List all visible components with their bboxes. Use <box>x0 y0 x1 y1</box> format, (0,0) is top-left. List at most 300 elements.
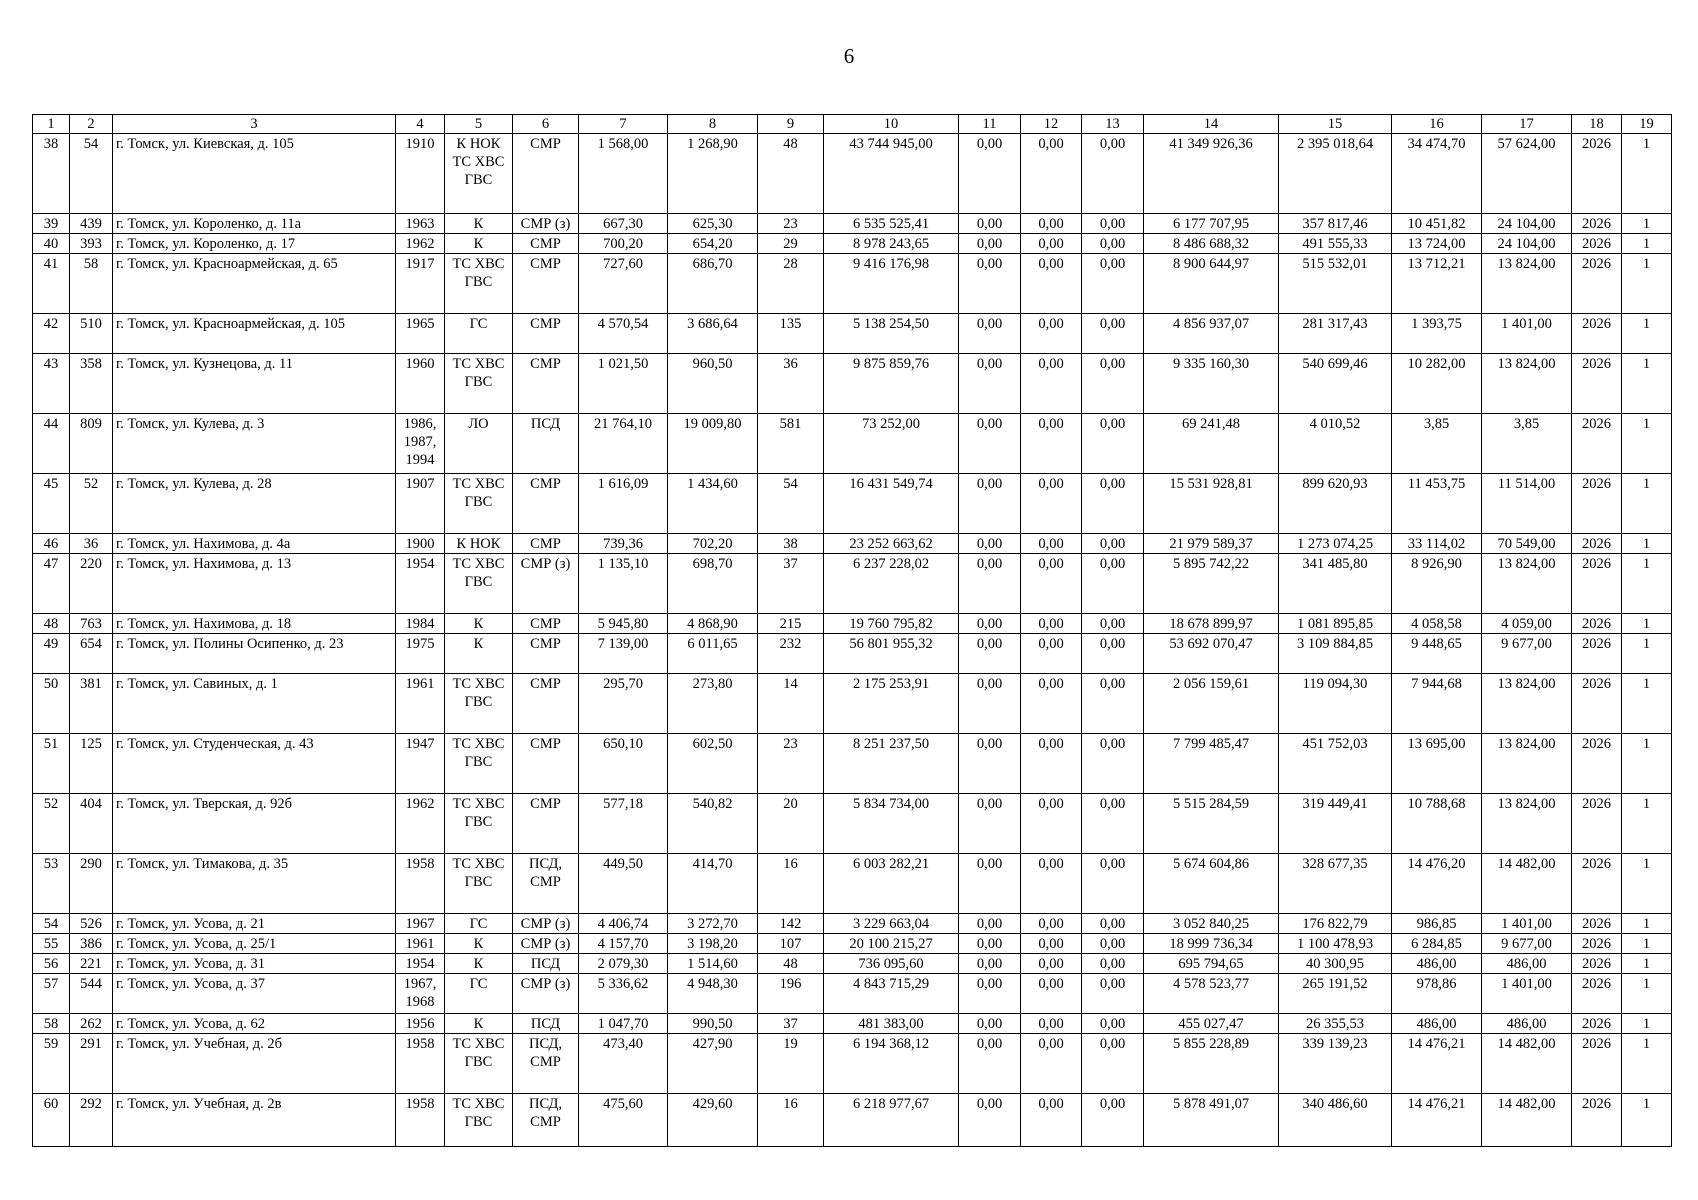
work-type-cell: СМР <box>513 234 579 254</box>
row-number-cell: 59 <box>33 1034 70 1094</box>
cost-13-cell: 0,00 <box>1082 1014 1144 1034</box>
cost-12-cell: 0,00 <box>1021 234 1082 254</box>
total-cost-cell: 8 251 237,50 <box>824 734 959 794</box>
cost-11-cell: 0,00 <box>959 134 1021 214</box>
cost-12-cell: 0,00 <box>1021 474 1082 534</box>
unit-cost-limit-cell: 9 677,00 <box>1482 634 1572 674</box>
unit-cost-limit-cell: 13 824,00 <box>1482 554 1572 614</box>
address-cell: г. Томск, ул. Кулева, д. 28 <box>113 474 396 534</box>
living-area-cell: 6 011,65 <box>668 634 758 674</box>
residents-cell: 28 <box>758 254 824 314</box>
stage-cell: 1 <box>1622 914 1672 934</box>
cost-11-cell: 0,00 <box>959 534 1021 554</box>
living-area-cell: 3 686,64 <box>668 314 758 354</box>
cost-12-cell: 0,00 <box>1021 934 1082 954</box>
table-row <box>33 734 1672 794</box>
total-area-cell: 4 406,74 <box>579 914 668 934</box>
cost-14-cell: 5 895 742,22 <box>1144 554 1279 614</box>
table-body <box>33 134 1672 1147</box>
total-cost-cell: 6 218 977,67 <box>824 1094 959 1147</box>
cost-15-cell: 540 699,46 <box>1279 354 1392 414</box>
build-year-cell: 1962 <box>396 234 445 254</box>
work-type-cell: ПСД <box>513 954 579 974</box>
cost-13-cell: 0,00 <box>1082 414 1144 474</box>
cost-14-cell: 5 855 228,89 <box>1144 1034 1279 1094</box>
address-cell: г. Томск, ул. Кулева, д. 3 <box>113 414 396 474</box>
cost-15-cell: 328 677,35 <box>1279 854 1392 914</box>
cost-12-cell: 0,00 <box>1021 354 1082 414</box>
residents-cell: 23 <box>758 734 824 794</box>
object-id-cell: 290 <box>70 854 113 914</box>
cost-11-cell: 0,00 <box>959 214 1021 234</box>
cost-12-cell: 0,00 <box>1021 554 1082 614</box>
table-row <box>33 354 1672 414</box>
stage-cell: 1 <box>1622 794 1672 854</box>
total-cost-cell: 9 416 176,98 <box>824 254 959 314</box>
unit-cost-cell: 486,00 <box>1392 1014 1482 1034</box>
total-area-cell: 5 336,62 <box>579 974 668 1014</box>
cost-15-cell: 119 094,30 <box>1279 674 1392 734</box>
system-type-cell: ТС ХВС ГВС <box>445 734 513 794</box>
unit-cost-cell: 6 284,85 <box>1392 934 1482 954</box>
cost-13-cell: 0,00 <box>1082 254 1144 314</box>
total-cost-cell: 23 252 663,62 <box>824 534 959 554</box>
cost-13-cell: 0,00 <box>1082 474 1144 534</box>
work-type-cell: СМР <box>513 354 579 414</box>
table-row <box>33 1034 1672 1094</box>
table-row <box>33 674 1672 734</box>
unit-cost-cell: 3,85 <box>1392 414 1482 474</box>
cost-13-cell: 0,00 <box>1082 914 1144 934</box>
system-type-cell: ГС <box>445 914 513 934</box>
row-number-cell: 53 <box>33 854 70 914</box>
column-number-header-row <box>33 115 1672 134</box>
cost-15-cell: 3 109 884,85 <box>1279 634 1392 674</box>
total-area-cell: 577,18 <box>579 794 668 854</box>
total-area-cell: 650,10 <box>579 734 668 794</box>
residents-cell: 37 <box>758 554 824 614</box>
residents-cell: 107 <box>758 934 824 954</box>
total-area-cell: 4 570,54 <box>579 314 668 354</box>
column-header-10: 10 <box>824 115 959 134</box>
object-id-cell: 654 <box>70 634 113 674</box>
build-year-cell: 1956 <box>396 1014 445 1034</box>
cost-14-cell: 7 799 485,47 <box>1144 734 1279 794</box>
object-id-cell: 526 <box>70 914 113 934</box>
total-cost-cell: 20 100 215,27 <box>824 934 959 954</box>
system-type-cell: К НОК ТС ХВС ГВС <box>445 134 513 214</box>
living-area-cell: 414,70 <box>668 854 758 914</box>
cost-12-cell: 0,00 <box>1021 1014 1082 1034</box>
table-row <box>33 794 1672 854</box>
cost-14-cell: 18 999 736,34 <box>1144 934 1279 954</box>
column-header-4: 4 <box>396 115 445 134</box>
cost-11-cell: 0,00 <box>959 354 1021 414</box>
stage-cell: 1 <box>1622 134 1672 214</box>
work-type-cell: СМР <box>513 794 579 854</box>
cost-13-cell: 0,00 <box>1082 354 1144 414</box>
unit-cost-cell: 9 448,65 <box>1392 634 1482 674</box>
object-id-cell: 36 <box>70 534 113 554</box>
unit-cost-limit-cell: 486,00 <box>1482 1014 1572 1034</box>
system-type-cell: К <box>445 614 513 634</box>
address-cell: г. Томск, ул. Красноармейская, д. 65 <box>113 254 396 314</box>
table-row <box>33 1094 1672 1147</box>
column-header-8: 8 <box>668 115 758 134</box>
build-year-cell: 1961 <box>396 674 445 734</box>
address-cell: г. Томск, ул. Нахимова, д. 13 <box>113 554 396 614</box>
residents-cell: 14 <box>758 674 824 734</box>
cost-11-cell: 0,00 <box>959 674 1021 734</box>
work-type-cell: ПСД, СМР <box>513 1094 579 1147</box>
stage-cell: 1 <box>1622 554 1672 614</box>
living-area-cell: 4 868,90 <box>668 614 758 634</box>
build-year-cell: 1958 <box>396 1094 445 1147</box>
cost-11-cell: 0,00 <box>959 1034 1021 1094</box>
living-area-cell: 427,90 <box>668 1034 758 1094</box>
cost-12-cell: 0,00 <box>1021 1034 1082 1094</box>
unit-cost-limit-cell: 13 824,00 <box>1482 734 1572 794</box>
cost-14-cell: 5 674 604,86 <box>1144 854 1279 914</box>
row-number-cell: 60 <box>33 1094 70 1147</box>
total-cost-cell: 6 535 525,41 <box>824 214 959 234</box>
residents-cell: 23 <box>758 214 824 234</box>
unit-cost-limit-cell: 24 104,00 <box>1482 234 1572 254</box>
living-area-cell: 273,80 <box>668 674 758 734</box>
year-cell: 2026 <box>1572 974 1622 1014</box>
table-row <box>33 554 1672 614</box>
address-cell: г. Томск, ул. Усова, д. 25/1 <box>113 934 396 954</box>
unit-cost-limit-cell: 57 624,00 <box>1482 134 1572 214</box>
stage-cell: 1 <box>1622 634 1672 674</box>
residents-cell: 581 <box>758 414 824 474</box>
cost-15-cell: 2 395 018,64 <box>1279 134 1392 214</box>
residents-cell: 19 <box>758 1034 824 1094</box>
total-cost-cell: 481 383,00 <box>824 1014 959 1034</box>
work-type-cell: СМР <box>513 314 579 354</box>
total-area-cell: 7 139,00 <box>579 634 668 674</box>
stage-cell: 1 <box>1622 934 1672 954</box>
year-cell: 2026 <box>1572 634 1622 674</box>
table-row <box>33 214 1672 234</box>
column-header-11: 11 <box>959 115 1021 134</box>
cost-15-cell: 265 191,52 <box>1279 974 1392 1014</box>
living-area-cell: 429,60 <box>668 1094 758 1147</box>
stage-cell: 1 <box>1622 254 1672 314</box>
total-cost-cell: 736 095,60 <box>824 954 959 974</box>
system-type-cell: ТС ХВС ГВС <box>445 554 513 614</box>
column-header-9: 9 <box>758 115 824 134</box>
living-area-cell: 602,50 <box>668 734 758 794</box>
unit-cost-limit-cell: 486,00 <box>1482 954 1572 974</box>
stage-cell: 1 <box>1622 674 1672 734</box>
build-year-cell: 1965 <box>396 314 445 354</box>
living-area-cell: 698,70 <box>668 554 758 614</box>
cost-12-cell: 0,00 <box>1021 634 1082 674</box>
cost-13-cell: 0,00 <box>1082 794 1144 854</box>
address-cell: г. Томск, ул. Короленко, д. 11а <box>113 214 396 234</box>
living-area-cell: 625,30 <box>668 214 758 234</box>
total-area-cell: 5 945,80 <box>579 614 668 634</box>
cost-12-cell: 0,00 <box>1021 314 1082 354</box>
object-id-cell: 439 <box>70 214 113 234</box>
residents-cell: 48 <box>758 954 824 974</box>
work-type-cell: ПСД, СМР <box>513 854 579 914</box>
total-area-cell: 1 616,09 <box>579 474 668 534</box>
system-type-cell: ТС ХВС ГВС <box>445 854 513 914</box>
column-header-13: 13 <box>1082 115 1144 134</box>
residents-cell: 37 <box>758 1014 824 1034</box>
cost-12-cell: 0,00 <box>1021 794 1082 854</box>
table-row <box>33 534 1672 554</box>
unit-cost-cell: 978,86 <box>1392 974 1482 1014</box>
table-row <box>33 414 1672 474</box>
object-id-cell: 291 <box>70 1034 113 1094</box>
unit-cost-cell: 10 282,00 <box>1392 354 1482 414</box>
system-type-cell: К <box>445 234 513 254</box>
unit-cost-cell: 986,85 <box>1392 914 1482 934</box>
column-header-16: 16 <box>1392 115 1482 134</box>
system-type-cell: ТС ХВС ГВС <box>445 354 513 414</box>
work-type-cell: СМР (з) <box>513 934 579 954</box>
unit-cost-cell: 10 451,82 <box>1392 214 1482 234</box>
living-area-cell: 654,20 <box>668 234 758 254</box>
build-year-cell: 1917 <box>396 254 445 314</box>
address-cell: г. Томск, ул. Усова, д. 37 <box>113 974 396 1014</box>
cost-11-cell: 0,00 <box>959 934 1021 954</box>
living-area-cell: 1 514,60 <box>668 954 758 974</box>
cost-15-cell: 341 485,80 <box>1279 554 1392 614</box>
year-cell: 2026 <box>1572 1034 1622 1094</box>
object-id-cell: 292 <box>70 1094 113 1147</box>
cost-14-cell: 4 578 523,77 <box>1144 974 1279 1014</box>
living-area-cell: 3 272,70 <box>668 914 758 934</box>
cost-12-cell: 0,00 <box>1021 134 1082 214</box>
stage-cell: 1 <box>1622 1094 1672 1147</box>
row-number-cell: 58 <box>33 1014 70 1034</box>
work-type-cell: СМР <box>513 474 579 534</box>
stage-cell: 1 <box>1622 734 1672 794</box>
object-id-cell: 125 <box>70 734 113 794</box>
object-id-cell: 358 <box>70 354 113 414</box>
total-cost-cell: 56 801 955,32 <box>824 634 959 674</box>
residents-cell: 196 <box>758 974 824 1014</box>
cost-14-cell: 4 856 937,07 <box>1144 314 1279 354</box>
cost-13-cell: 0,00 <box>1082 134 1144 214</box>
work-type-cell: СМР (з) <box>513 974 579 1014</box>
cost-14-cell: 695 794,65 <box>1144 954 1279 974</box>
unit-cost-limit-cell: 14 482,00 <box>1482 854 1572 914</box>
table-row <box>33 954 1672 974</box>
unit-cost-limit-cell: 70 549,00 <box>1482 534 1572 554</box>
year-cell: 2026 <box>1572 214 1622 234</box>
total-cost-cell: 9 875 859,76 <box>824 354 959 414</box>
system-type-cell: ТС ХВС ГВС <box>445 674 513 734</box>
cost-15-cell: 281 317,43 <box>1279 314 1392 354</box>
cost-13-cell: 0,00 <box>1082 974 1144 1014</box>
stage-cell: 1 <box>1622 1014 1672 1034</box>
stage-cell: 1 <box>1622 614 1672 634</box>
column-header-6: 6 <box>513 115 579 134</box>
row-number-cell: 56 <box>33 954 70 974</box>
total-cost-cell: 8 978 243,65 <box>824 234 959 254</box>
year-cell: 2026 <box>1572 914 1622 934</box>
column-header-14: 14 <box>1144 115 1279 134</box>
address-cell: г. Томск, ул. Полины Осипенко, д. 23 <box>113 634 396 674</box>
table-row <box>33 314 1672 354</box>
cost-13-cell: 0,00 <box>1082 854 1144 914</box>
address-cell: г. Томск, ул. Тверская, д. 92б <box>113 794 396 854</box>
cost-11-cell: 0,00 <box>959 634 1021 674</box>
stage-cell: 1 <box>1622 414 1672 474</box>
cost-11-cell: 0,00 <box>959 254 1021 314</box>
work-type-cell: ПСД <box>513 1014 579 1034</box>
cost-14-cell: 2 056 159,61 <box>1144 674 1279 734</box>
cost-13-cell: 0,00 <box>1082 934 1144 954</box>
column-header-19: 19 <box>1622 115 1672 134</box>
unit-cost-cell: 10 788,68 <box>1392 794 1482 854</box>
year-cell: 2026 <box>1572 234 1622 254</box>
row-number-cell: 39 <box>33 214 70 234</box>
build-year-cell: 1907 <box>396 474 445 534</box>
table-row <box>33 614 1672 634</box>
cost-14-cell: 8 486 688,32 <box>1144 234 1279 254</box>
row-number-cell: 41 <box>33 254 70 314</box>
residents-cell: 36 <box>758 354 824 414</box>
residents-cell: 48 <box>758 134 824 214</box>
address-cell: г. Томск, ул. Красноармейская, д. 105 <box>113 314 396 354</box>
cost-11-cell: 0,00 <box>959 914 1021 934</box>
object-id-cell: 510 <box>70 314 113 354</box>
address-cell: г. Томск, ул. Киевская, д. 105 <box>113 134 396 214</box>
total-area-cell: 727,60 <box>579 254 668 314</box>
cost-13-cell: 0,00 <box>1082 954 1144 974</box>
work-type-cell: СМР (з) <box>513 914 579 934</box>
address-cell: г. Томск, ул. Учебная, д. 2в <box>113 1094 396 1147</box>
table-row <box>33 134 1672 214</box>
cost-14-cell: 455 027,47 <box>1144 1014 1279 1034</box>
row-number-cell: 44 <box>33 414 70 474</box>
row-number-cell: 54 <box>33 914 70 934</box>
year-cell: 2026 <box>1572 554 1622 614</box>
column-header-18: 18 <box>1572 115 1622 134</box>
cost-15-cell: 319 449,41 <box>1279 794 1392 854</box>
year-cell: 2026 <box>1572 534 1622 554</box>
cost-11-cell: 0,00 <box>959 234 1021 254</box>
cost-11-cell: 0,00 <box>959 1014 1021 1034</box>
table-row <box>33 634 1672 674</box>
stage-cell: 1 <box>1622 1034 1672 1094</box>
work-type-cell: СМР <box>513 634 579 674</box>
row-number-cell: 47 <box>33 554 70 614</box>
cost-12-cell: 0,00 <box>1021 534 1082 554</box>
cost-15-cell: 176 822,79 <box>1279 914 1392 934</box>
system-type-cell: К <box>445 634 513 674</box>
object-id-cell: 262 <box>70 1014 113 1034</box>
unit-cost-cell: 1 393,75 <box>1392 314 1482 354</box>
total-area-cell: 1 568,00 <box>579 134 668 214</box>
total-area-cell: 449,50 <box>579 854 668 914</box>
cost-14-cell: 6 177 707,95 <box>1144 214 1279 234</box>
total-area-cell: 295,70 <box>579 674 668 734</box>
living-area-cell: 540,82 <box>668 794 758 854</box>
cost-12-cell: 0,00 <box>1021 214 1082 234</box>
address-cell: г. Томск, ул. Тимакова, д. 35 <box>113 854 396 914</box>
table-row <box>33 934 1672 954</box>
residents-cell: 38 <box>758 534 824 554</box>
object-id-cell: 386 <box>70 934 113 954</box>
cost-13-cell: 0,00 <box>1082 214 1144 234</box>
cost-15-cell: 26 355,53 <box>1279 1014 1392 1034</box>
unit-cost-limit-cell: 13 824,00 <box>1482 794 1572 854</box>
total-area-cell: 667,30 <box>579 214 668 234</box>
cost-13-cell: 0,00 <box>1082 734 1144 794</box>
address-cell: г. Томск, ул. Нахимова, д. 4а <box>113 534 396 554</box>
address-cell: г. Томск, ул. Нахимова, д. 18 <box>113 614 396 634</box>
living-area-cell: 1 268,90 <box>668 134 758 214</box>
row-number-cell: 51 <box>33 734 70 794</box>
unit-cost-limit-cell: 3,85 <box>1482 414 1572 474</box>
total-area-cell: 473,40 <box>579 1034 668 1094</box>
build-year-cell: 1960 <box>396 354 445 414</box>
total-cost-cell: 16 431 549,74 <box>824 474 959 534</box>
cost-13-cell: 0,00 <box>1082 554 1144 614</box>
unit-cost-limit-cell: 14 482,00 <box>1482 1094 1572 1147</box>
total-area-cell: 700,20 <box>579 234 668 254</box>
living-area-cell: 702,20 <box>668 534 758 554</box>
row-number-cell: 45 <box>33 474 70 534</box>
year-cell: 2026 <box>1572 134 1622 214</box>
cost-13-cell: 0,00 <box>1082 314 1144 354</box>
total-cost-cell: 5 834 734,00 <box>824 794 959 854</box>
stage-cell: 1 <box>1622 854 1672 914</box>
object-id-cell: 544 <box>70 974 113 1014</box>
cost-11-cell: 0,00 <box>959 414 1021 474</box>
year-cell: 2026 <box>1572 1014 1622 1034</box>
residents-cell: 16 <box>758 1094 824 1147</box>
cost-13-cell: 0,00 <box>1082 674 1144 734</box>
cost-15-cell: 491 555,33 <box>1279 234 1392 254</box>
stage-cell: 1 <box>1622 354 1672 414</box>
object-id-cell: 52 <box>70 474 113 534</box>
cost-14-cell: 8 900 644,97 <box>1144 254 1279 314</box>
unit-cost-cell: 7 944,68 <box>1392 674 1482 734</box>
build-year-cell: 1967 <box>396 914 445 934</box>
living-area-cell: 960,50 <box>668 354 758 414</box>
cost-12-cell: 0,00 <box>1021 414 1082 474</box>
table-row <box>33 914 1672 934</box>
system-type-cell: К НОК <box>445 534 513 554</box>
work-type-cell: СМР <box>513 614 579 634</box>
stage-cell: 1 <box>1622 474 1672 534</box>
table-row <box>33 474 1672 534</box>
column-header-2: 2 <box>70 115 113 134</box>
unit-cost-cell: 486,00 <box>1392 954 1482 974</box>
stage-cell: 1 <box>1622 214 1672 234</box>
row-number-cell: 43 <box>33 354 70 414</box>
cost-12-cell: 0,00 <box>1021 1094 1082 1147</box>
cost-14-cell: 41 349 926,36 <box>1144 134 1279 214</box>
unit-cost-limit-cell: 9 677,00 <box>1482 934 1572 954</box>
unit-cost-limit-cell: 1 401,00 <box>1482 914 1572 934</box>
address-cell: г. Томск, ул. Савиных, д. 1 <box>113 674 396 734</box>
unit-cost-cell: 33 114,02 <box>1392 534 1482 554</box>
living-area-cell: 4 948,30 <box>668 974 758 1014</box>
cost-15-cell: 339 139,23 <box>1279 1034 1392 1094</box>
work-type-cell: СМР <box>513 734 579 794</box>
address-cell: г. Томск, ул. Усова, д. 31 <box>113 954 396 974</box>
stage-cell: 1 <box>1622 954 1672 974</box>
